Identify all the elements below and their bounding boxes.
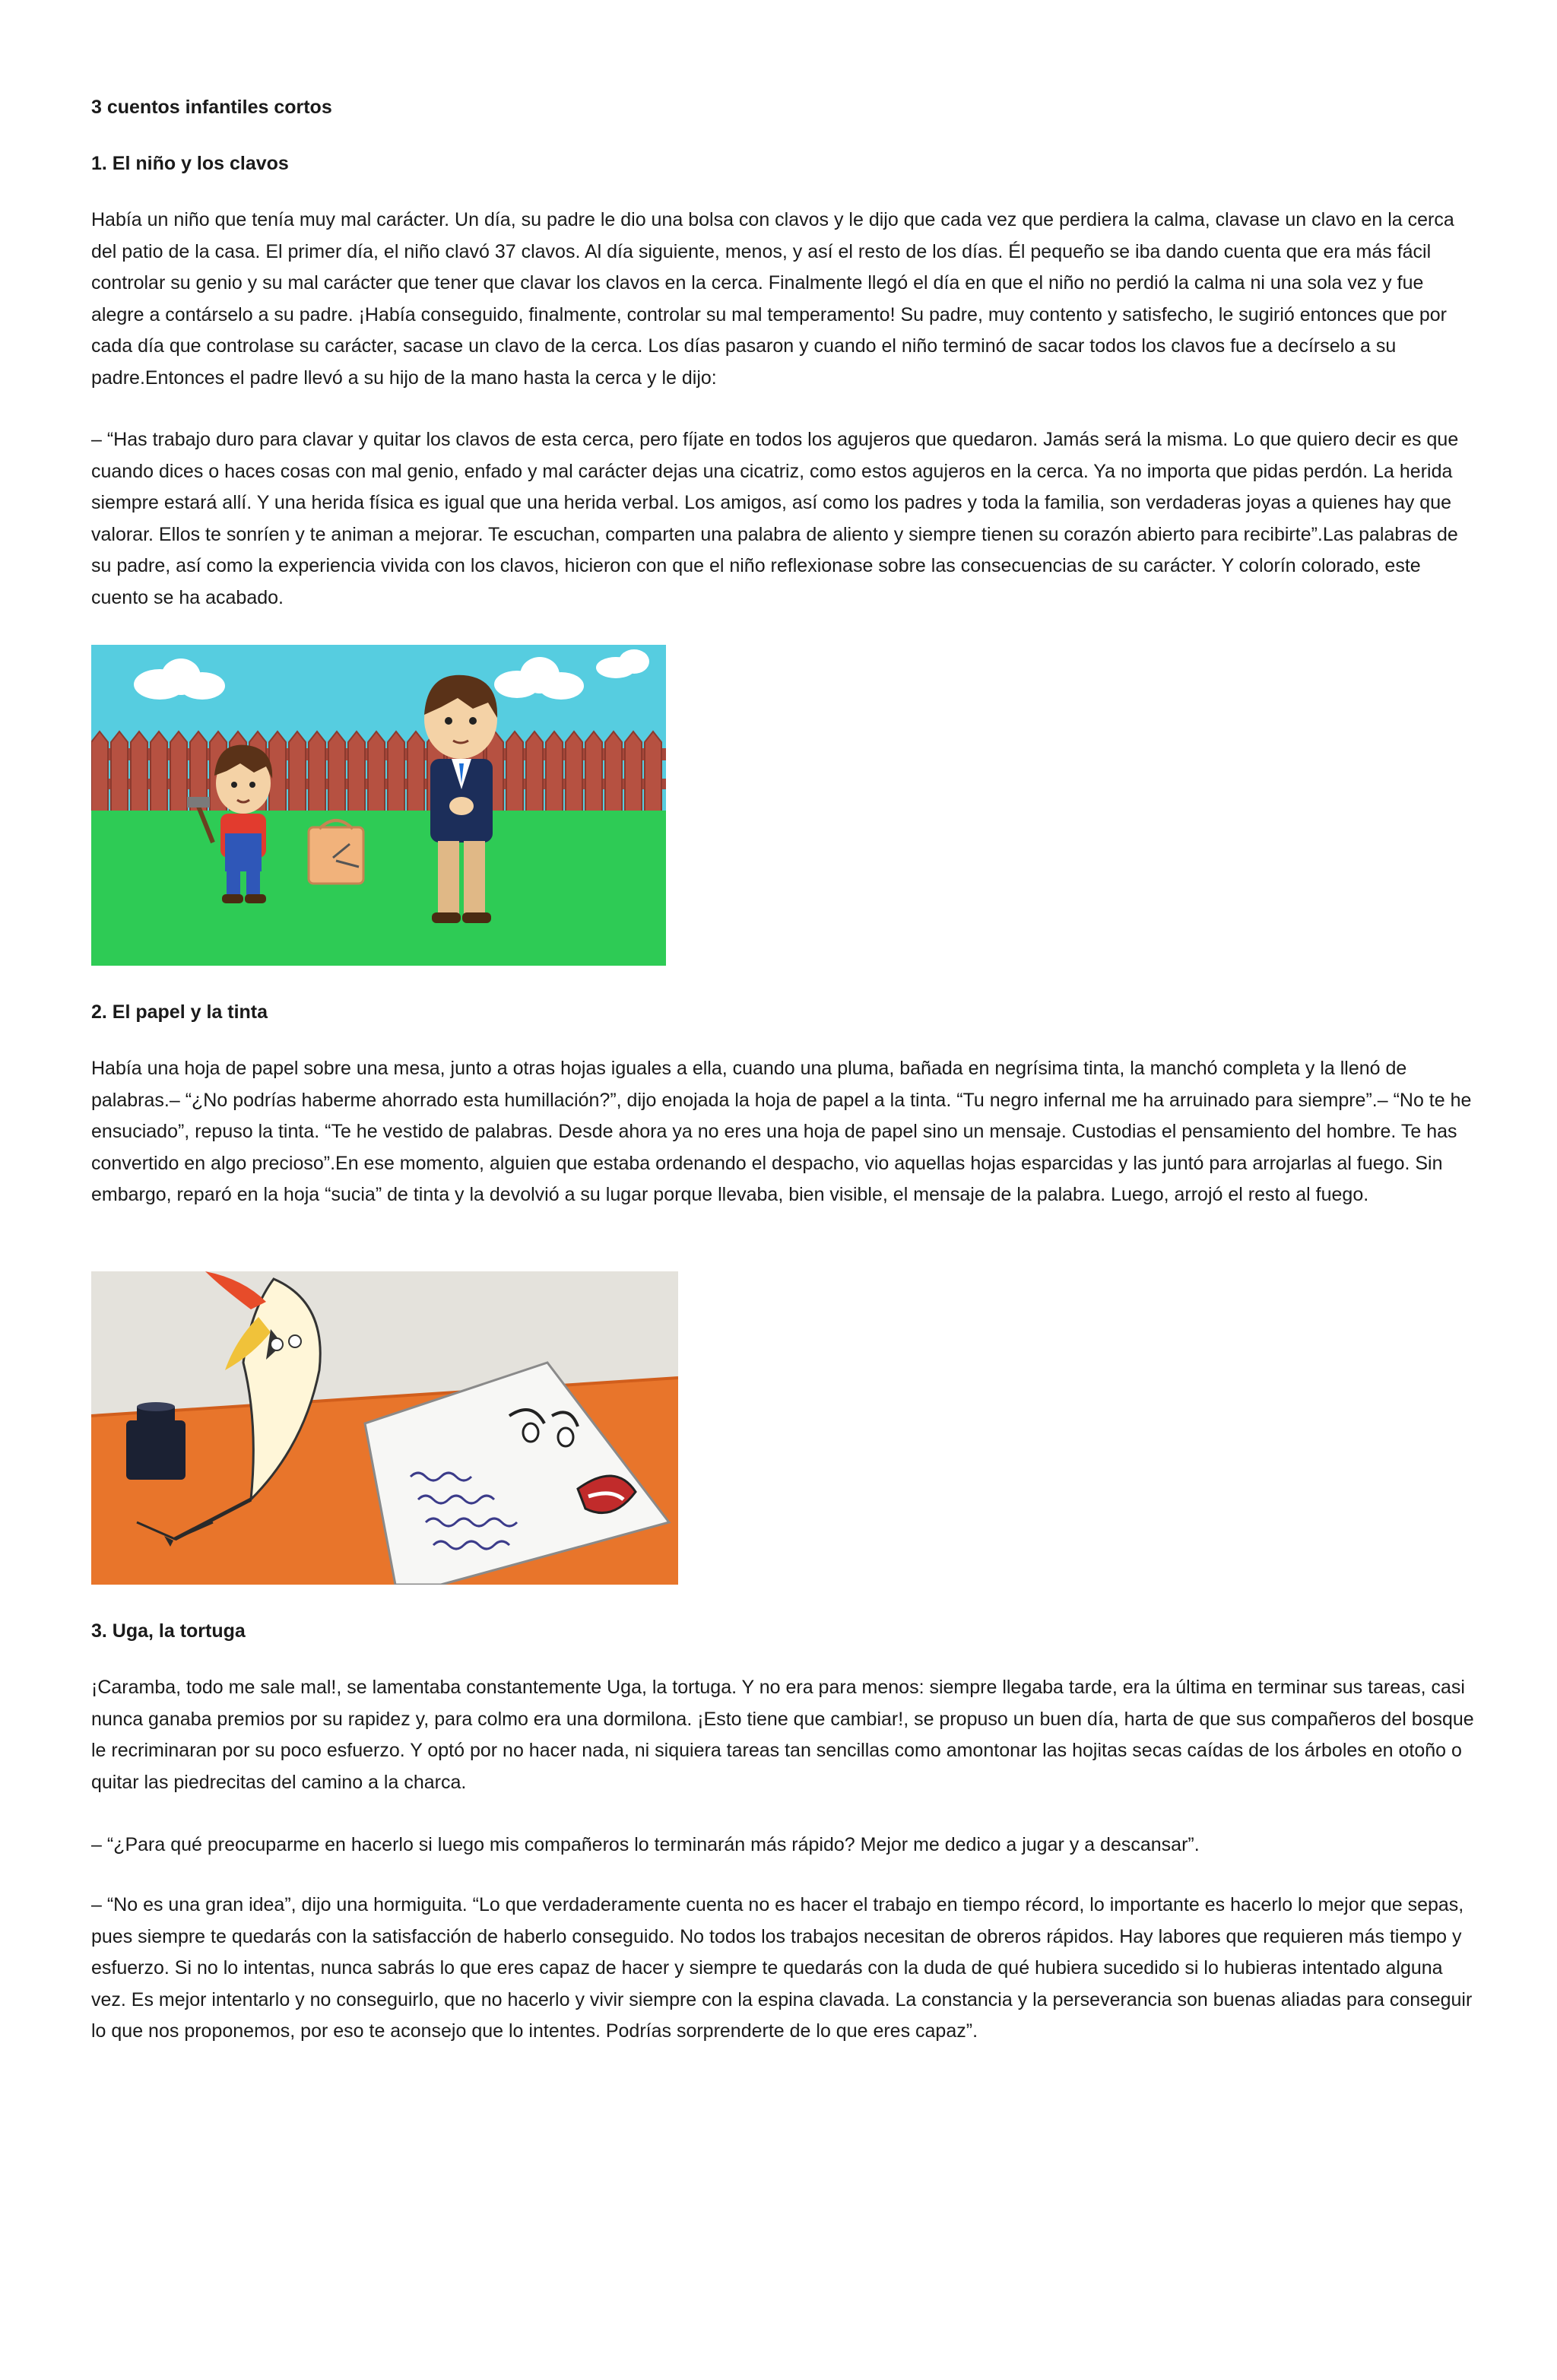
document-title: 3 cuentos infantiles cortos [91, 97, 332, 118]
story-3-paragraph-1: ¡Caramba, todo me sale mal!, se lamentaba constantemente Uga, la tortuga. Y no era para menos: siempre llegaba tarde, era la última en terminar sus tareas, casi nunca ganaba premios por su rapidez y, para colmo era una dormilona. ¡Esto tiene que cambiar!, se propuso un buen día, harta de que sus compañeros del bosque le recriminaran por su poco esfuerzo. Y optó por no hacer nada, ni siquiera tareas tan sencillas como amontonar las hojitas secas caídas de los árboles en otoño o quitar las piedrecitas del camino a la charca. [91, 1677, 1474, 1793]
story-3-paragraph-3: – “No es una gran idea”, dijo una hormiguita. “Lo que verdaderamente cuenta no es hacer el trabajo en tiempo récord, lo importante es hacerlo lo mejor que sepas, pues siempre te quedarás con la satisfacción de haberlo conseguido. No todos los trabajos necesitan de obreros rápidos. Hay labores que requieren más tiempo y esfuerzo. Si no lo intentas, nunca sabrás lo que eres capaz de hacer y siempre te quedarás con la duda de qué hubiera sucedido si lo hubieras intentado alguna vez. Es mejor intentarlo y no conseguirlo, que no hacerlo y vivir siempre con la espina clavada. La constancia y la perseverancia son buenas aliadas para conseguir lo que nos proponemos, por eso te aconsejo que lo intentes. Podrías sorprenderte de lo que eres capaz”. [91, 1894, 1473, 2042]
story-1-paragraph-2: – “Has trabajo duro para clavar y quitar los clavos de esta cerca, pero fíjate en todos los agujeros que quedaron. Jamás será la misma. Lo que quiero decir es que cuando dices o haces cosas con mal genio, enfado y mal carácter dejas una cicatriz, como estos agujeros en la cerca. Ya no importa que pidas perdón. La herida siempre estará allí. Y una herida física es igual que una herida verbal. Los amigos, así como los padres y toda la familia, son verdaderas joyas a quienes hay que valorar. Ellos te sonríen y te animan a mejorar. Te escuchan, comparten una palabra de aliento y siempre tienen su corazón abierto para recibirte”.Las palabras de su padre, así como la experiencia vivida con los clavos, hicieron con que el niño reflexionase sobre las consecuencias de su carácter. Y colorín colorado, este cuento se ha acabado. [91, 429, 1459, 608]
story-2-heading: 2. El papel y la tinta [91, 1001, 268, 1023]
story-2-paragraph-1: Había una hoja de papel sobre una mesa, junto a otras hojas iguales a ella, cuando una pluma, bañada en negrísima tinta, la manchó completa y la llenó de palabras.– “¿No podrías haberme ahorrado esta humillación?”, dijo enojada la hoja de papel a la tinta. “Tu negro infernal me ha arruinado para siempre”.– “No te he ensuciado”, repuso la tinta. “Te he vestido de palabras. Desde ahora ya no eres una hoja de papel sino un mensaje. Custodias el pensamiento del hombre. Te has convertido en algo precioso”.En ese momento, alguien que estaba ordenando el despacho, vio aquellas hojas esparcidas y las juntó para arrojarlas al fuego. Sin embargo, reparó en la hoja “sucia” de tinta y la devolvió a su lugar porque llevaba, bien visible, el mensaje de la palabra. Luego, arrojó el resto al fuego. [91, 1058, 1472, 1205]
boy-and-father-illustration [91, 645, 666, 966]
story-1-paragraph-1: Había un niño que tenía muy mal carácter. Un día, su padre le dio una bolsa con clavos y le dijo que cada vez que perdiera la calma, clavase un clavo en la cerca del patio de la casa. El primer día, el niño clavó 37 clavos. Al día siguiente, menos, y así el resto de los días. Él pequeño se iba dando cuenta que era más fácil controlar su genio y su mal carácter que tener que clavar los clavos en la cerca. Finalmente llegó el día en que el niño no perdió la calma ni una sola vez y fue alegre a contárselo a su padre. ¡Había conseguido, finalmente, controlar su mal temperamento! Su padre, muy contento y satisfecho, le sugirió entonces que por cada día que controlase su carácter, sacase un clavo de la cerca. Los días pasaron y cuando el niño terminó de sacar todos los clavos fue a decírselo a su padre.Entonces el padre llevó a su hijo de la mano hasta la cerca y le dijo: [91, 209, 1454, 389]
paper-and-ink-illustration [91, 1271, 678, 1585]
story-3-paragraph-2: – “¿Para qué preocuparme en hacerlo si luego mis compañeros lo terminarán más rápido? Mejor me dedico a jugar y a descansar”. [91, 1834, 1200, 1855]
story-3-heading: 3. Uga, la tortuga [91, 1620, 246, 1642]
story-1-heading: 1. El niño y los clavos [91, 153, 289, 174]
